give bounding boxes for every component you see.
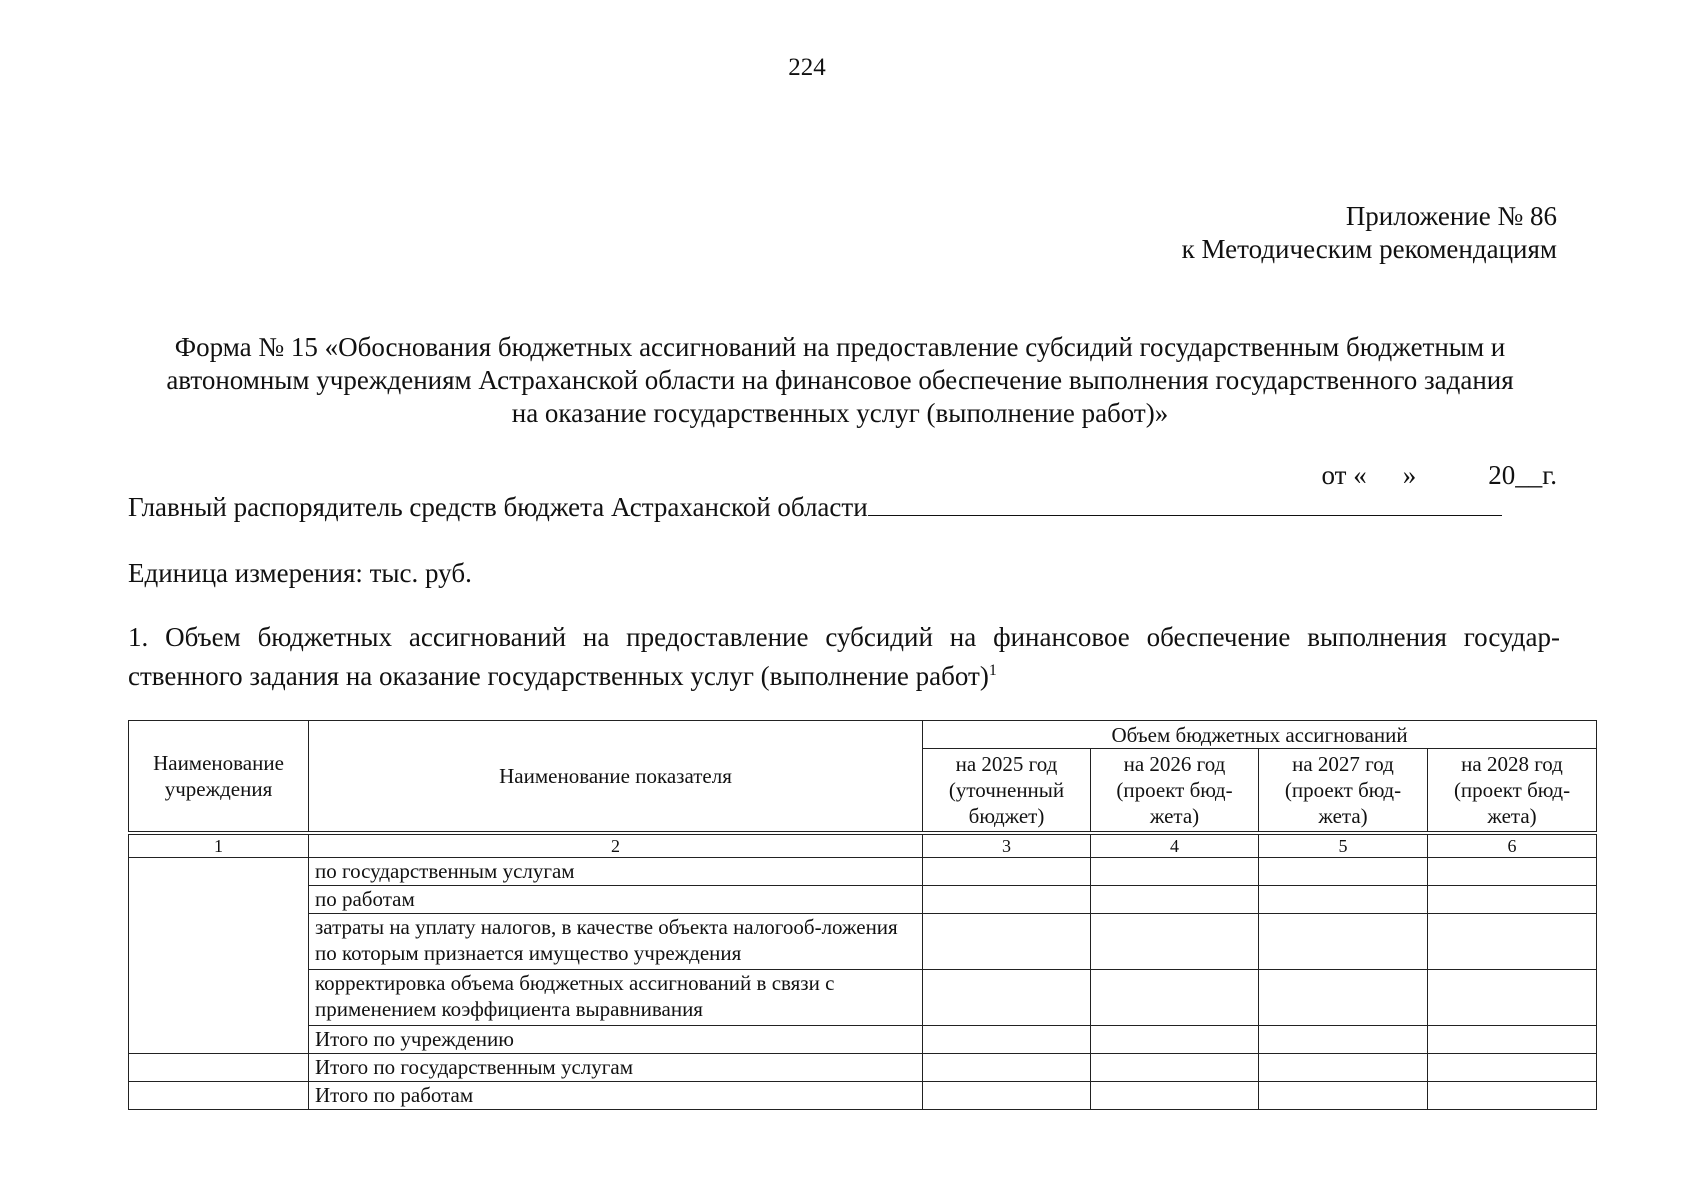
value-cell-2026 xyxy=(1091,969,1259,1025)
page-number: 224 xyxy=(788,54,826,81)
value-cell-2025 xyxy=(923,969,1091,1025)
appendix-reference xyxy=(1182,200,1557,266)
value-cell-2028 xyxy=(1428,857,1597,885)
value-cell-2026 xyxy=(1091,1053,1259,1081)
table-row xyxy=(129,969,1597,1025)
header-indicator-name: Наименование показателя xyxy=(309,721,923,833)
value-cell-2028 xyxy=(1428,1081,1597,1109)
value-cell-2026 xyxy=(1091,885,1259,913)
indicator-cell: Итого по государственным услугам xyxy=(309,1053,923,1081)
column-number: 1 xyxy=(129,833,309,858)
value-cell-2026 xyxy=(1091,1081,1259,1109)
section-title-line: 1. Объем бюджетных ассигнований на предоставление субсидий на финансовое обеспечение выполнения государ- xyxy=(128,622,1560,652)
table-row xyxy=(129,913,1597,969)
value-cell-2028 xyxy=(1428,1053,1597,1081)
unit-of-measure: Единица измерения: тыс. руб. xyxy=(128,558,472,588)
table-row xyxy=(129,1025,1597,1053)
value-cell-2026 xyxy=(1091,913,1259,969)
header-budget-volume: Объем бюджетных ассигнований xyxy=(923,721,1597,749)
indicator-cell: затраты на уплату налогов, в качестве объекта налогооб-ложения по которым признается имущество учреждения xyxy=(309,913,923,969)
value-cell-2027 xyxy=(1259,1025,1428,1053)
value-cell-2026 xyxy=(1091,1025,1259,1053)
budget-allocation-table xyxy=(128,720,1597,1110)
column-number: 4 xyxy=(1091,833,1259,858)
value-cell-2025 xyxy=(923,913,1091,969)
value-cell-2025 xyxy=(923,1081,1091,1109)
value-cell-2027 xyxy=(1259,857,1428,885)
date-close-quote: » xyxy=(1402,460,1417,490)
section-title-text: ственного задания на оказание государственных услуг (выполнение работ) xyxy=(128,661,989,691)
indicator-cell: Итого по учреждению xyxy=(309,1025,923,1053)
value-cell-2027 xyxy=(1259,969,1428,1025)
appendix-target: к Методическим рекомендациям xyxy=(1181,234,1557,264)
column-number: 2 xyxy=(309,833,923,858)
budget-manager-line xyxy=(128,492,1502,523)
section-title xyxy=(128,620,1560,693)
column-number: 5 xyxy=(1259,833,1428,858)
form-title-line: Форма № 15 «Обоснования бюджетных ассигнований на предоставление субсидий государственным бюджетным и xyxy=(174,332,1506,362)
institution-cell xyxy=(129,857,309,1053)
footnote-marker: 1 xyxy=(988,662,997,679)
header-year-2026: на 2026 год (проект бюд-жета) xyxy=(1091,749,1259,833)
header-year-2027: на 2027 год (проект бюд-жета) xyxy=(1259,749,1428,833)
value-cell-2026 xyxy=(1091,857,1259,885)
value-cell-2025 xyxy=(923,1025,1091,1053)
header-institution-name: Наименование учреждения xyxy=(129,721,309,833)
table-row xyxy=(129,1053,1597,1081)
table-row xyxy=(129,857,1597,885)
indicator-cell: корректировка объема бюджетных ассигнований в связи с применением коэффициента выравнивания xyxy=(309,969,923,1025)
budget-manager-label: Главный распорядитель средств бюджета Астраханской области xyxy=(128,492,868,522)
institution-cell xyxy=(129,1053,309,1081)
value-cell-2025 xyxy=(923,857,1091,885)
date-line xyxy=(1322,460,1557,491)
indicator-cell: по работам xyxy=(309,885,923,913)
column-number: 6 xyxy=(1428,833,1597,858)
indicator-cell: Итого по работам xyxy=(309,1081,923,1109)
table-row xyxy=(129,1081,1597,1109)
value-cell-2028 xyxy=(1428,913,1597,969)
value-cell-2028 xyxy=(1428,1025,1597,1053)
value-cell-2027 xyxy=(1259,1081,1428,1109)
column-number: 3 xyxy=(923,833,1091,858)
indicator-cell: по государственным услугам xyxy=(309,857,923,885)
header-year-2025: на 2025 год (уточненный бюджет) xyxy=(923,749,1091,833)
date-prefix: от « xyxy=(1321,460,1367,490)
appendix-number: Приложение № 86 xyxy=(1345,201,1557,231)
institution-cell xyxy=(129,1081,309,1109)
value-cell-2027 xyxy=(1259,1053,1428,1081)
form-title-line: автономным учреждениям Астраханской области на финансовое обеспечение выполнения государственного задания xyxy=(166,365,1514,395)
header-year-2028: на 2028 год (проект бюд-жета) xyxy=(1428,749,1597,833)
date-year: 20__г. xyxy=(1488,460,1557,490)
form-title-line: на оказание государственных услуг (выполнение работ)» xyxy=(511,398,1169,428)
value-cell-2027 xyxy=(1259,913,1428,969)
value-cell-2025 xyxy=(923,885,1091,913)
column-number-row xyxy=(129,833,1597,858)
value-cell-2025 xyxy=(923,1053,1091,1081)
form-title xyxy=(124,331,1556,430)
value-cell-2028 xyxy=(1428,885,1597,913)
section-title-line xyxy=(128,654,1560,693)
value-cell-2027 xyxy=(1259,885,1428,913)
budget-manager-blank xyxy=(868,493,1502,516)
value-cell-2028 xyxy=(1428,969,1597,1025)
table-row xyxy=(129,885,1597,913)
